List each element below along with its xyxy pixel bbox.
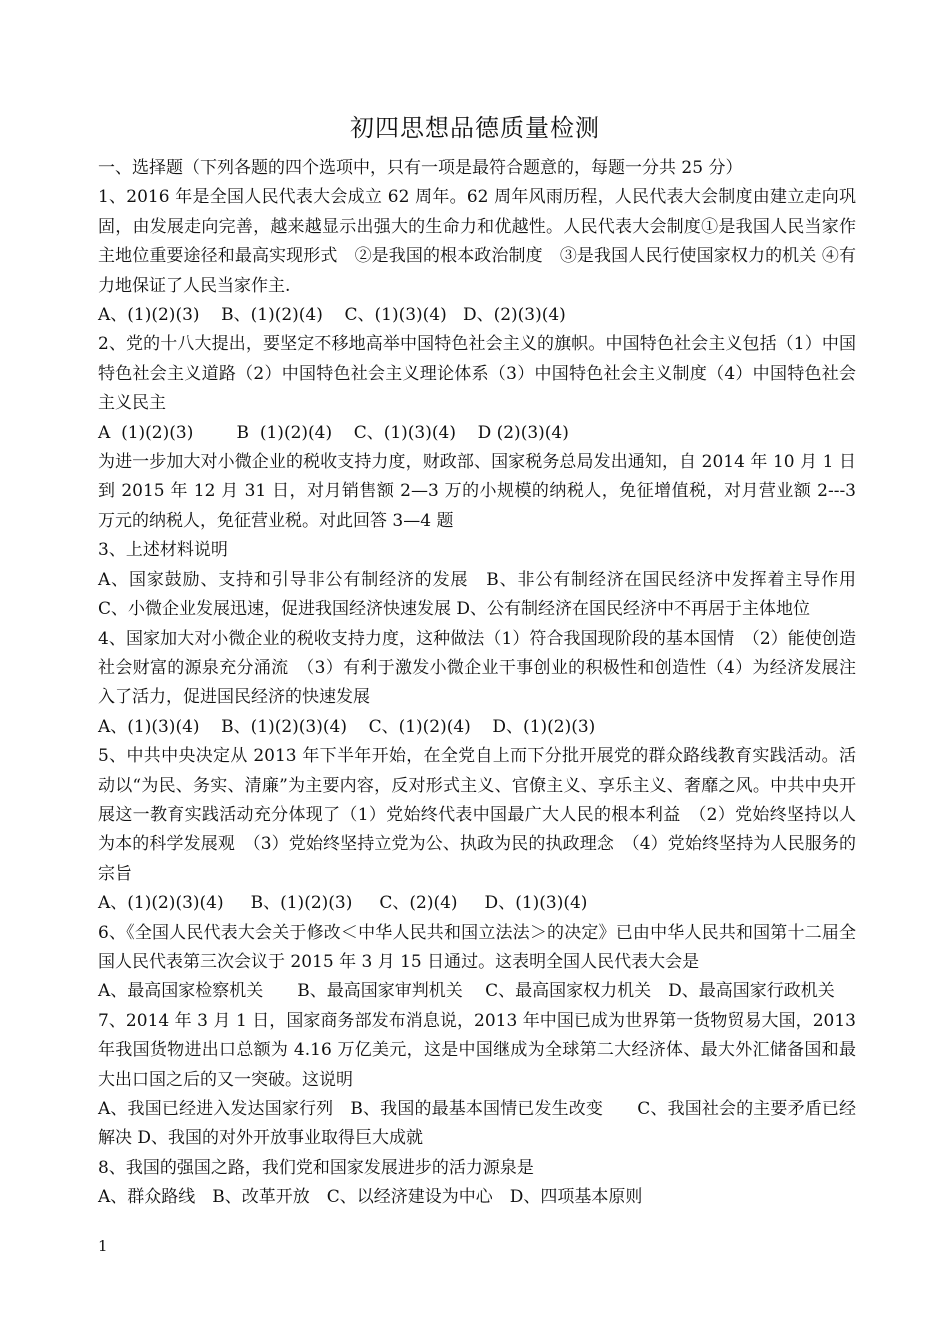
question-3-stem: 3、上述材料说明	[98, 540, 228, 561]
question-2-options: A (1)(2)(3) B (1)(2)(4) C、(1)(3)(4) D (2)(3)(4)	[98, 422, 569, 443]
question-6-stem: 6、《全国人民代表大会关于修改＜中华人民共和国立法法＞的决定》已由中华人民共和国第十二届全国人民代表第三次会议于 2015 年 3 月 15 日通过。这表明全国人民代表大会是	[98, 922, 856, 972]
section-heading: 一、选择题（下列各题的四个选项中，只有一项是最符合题意的，每题一分共 25 分）	[98, 158, 743, 178]
document-title: 初四思想品德质量检测	[350, 114, 600, 142]
question-1-options: A、(1)(2)(3) B、(1)(2)(4) C、(1)(3)(4) D、(2)(3)(4)	[98, 305, 566, 326]
question-6-options: A、最高国家检察机关 B、最高国家审判机关 C、最高国家权力机关 D、最高国家行政机关	[98, 981, 835, 1002]
question-5-options: A、(1)(2)(3)(4) B、(1)(2)(3) C、(2)(4) D、(1)(3)(4)	[98, 893, 588, 914]
material-paragraph: 为进一步加大对小微企业的税收支持力度，财政部、国家税务总局发出通知，自 2014 年 10 月 1 日到 2015 年 12 月 31 日，对月销售额 2—3 万的小规模的纳税人，免征增值税，对月营业额 2---3 万元的纳税人，免征营业税。对此回答 3—4 题	[98, 452, 857, 531]
question-8-stem: 8、我国的强国之路，我们党和国家发展进步的活力源泉是	[98, 1157, 534, 1178]
question-5-stem: 5、中共中央决定从 2013 年下半年开始，在全党自上而下分批开展党的群众路线教育实践活动。活动以“为民、务实、清廉”为主要内容，反对形式主义、官僚主义、享乐主义、奢靡之风。中共中央开展这一教育实践活动充分体现了（1）党始终代表中国最广大人民的根本利益 （2）党始终坚持以人为本的科学发展观 （3）党始终坚持立党为公、执政为民的执政理念 （4）党始终坚持为人民服务的宗旨	[98, 746, 856, 884]
question-3-options: A、国家鼓励、支持和引导非公有制经济的发展 B、非公有制经济在国民经济中发挥着主导作用 C、小微企业发展迅速，促进我国经济快速发展 D、公有制经济在国民经济中不再居于主体地位	[98, 569, 873, 620]
question-2-stem: 2、党的十八大提出，要坚定不移地高举中国特色社会主义的旗帜。中国特色社会主义包括（1）中国特色社会主义道路（2）中国特色社会主义理论体系（3）中国特色社会主义制度（4）中国特色社会主义民主	[98, 334, 856, 414]
question-4-options: A、(1)(3)(4) B、(1)(2)(3)(4) C、(1)(2)(4) D、(1)(2)(3)	[98, 716, 596, 737]
question-1-stem: 1、2016 年是全国人民代表大会成立 62 周年。62 周年风雨历程，人民代表大会制度由建立走向巩固，由发展走向完善，越来越显示出强大的生命力和优越性。人民代表大会制度①是我国人民当家作主地位重要途径和最高实现形式 ②是我国的根本政治制度 ③是我国人民行使国家权力的机关 ④有力地保证了人民当家作主.	[98, 187, 856, 296]
page-number: 1	[98, 1237, 108, 1255]
question-7-stem: 7、2014 年 3 月 1 日，国家商务部发布消息说，2013 年中国已成为世界第一货物贸易大国，2013 年我国货物进出口总额为 4.16 万亿美元，这是中国继成为全球第二大经济体、最大外汇储备国和最大出口国之后的又一突破。这说明	[98, 1010, 856, 1090]
question-7-options: A、我国已经进入发达国家行列 B、我国的最基本国情已发生改变 C、我国社会的主要矛盾已经解决 D、我国的对外开放事业取得巨大成就	[98, 1099, 856, 1149]
question-8-options: A、群众路线 B、改革开放 C、以经济建设为中心 D、四项基本原则	[98, 1187, 643, 1208]
document-body	[98, 154, 873, 1213]
question-4-stem: 4、国家加大对小微企业的税收支持力度，这种做法（1）符合我国现阶段的基本国情 （2）能使创造社会财富的源泉充分涌流 （3）有利于激发小微企业干事创业的积极性和创造性（4）为经济发展注入了活力，促进国民经济的快速发展	[98, 628, 856, 708]
